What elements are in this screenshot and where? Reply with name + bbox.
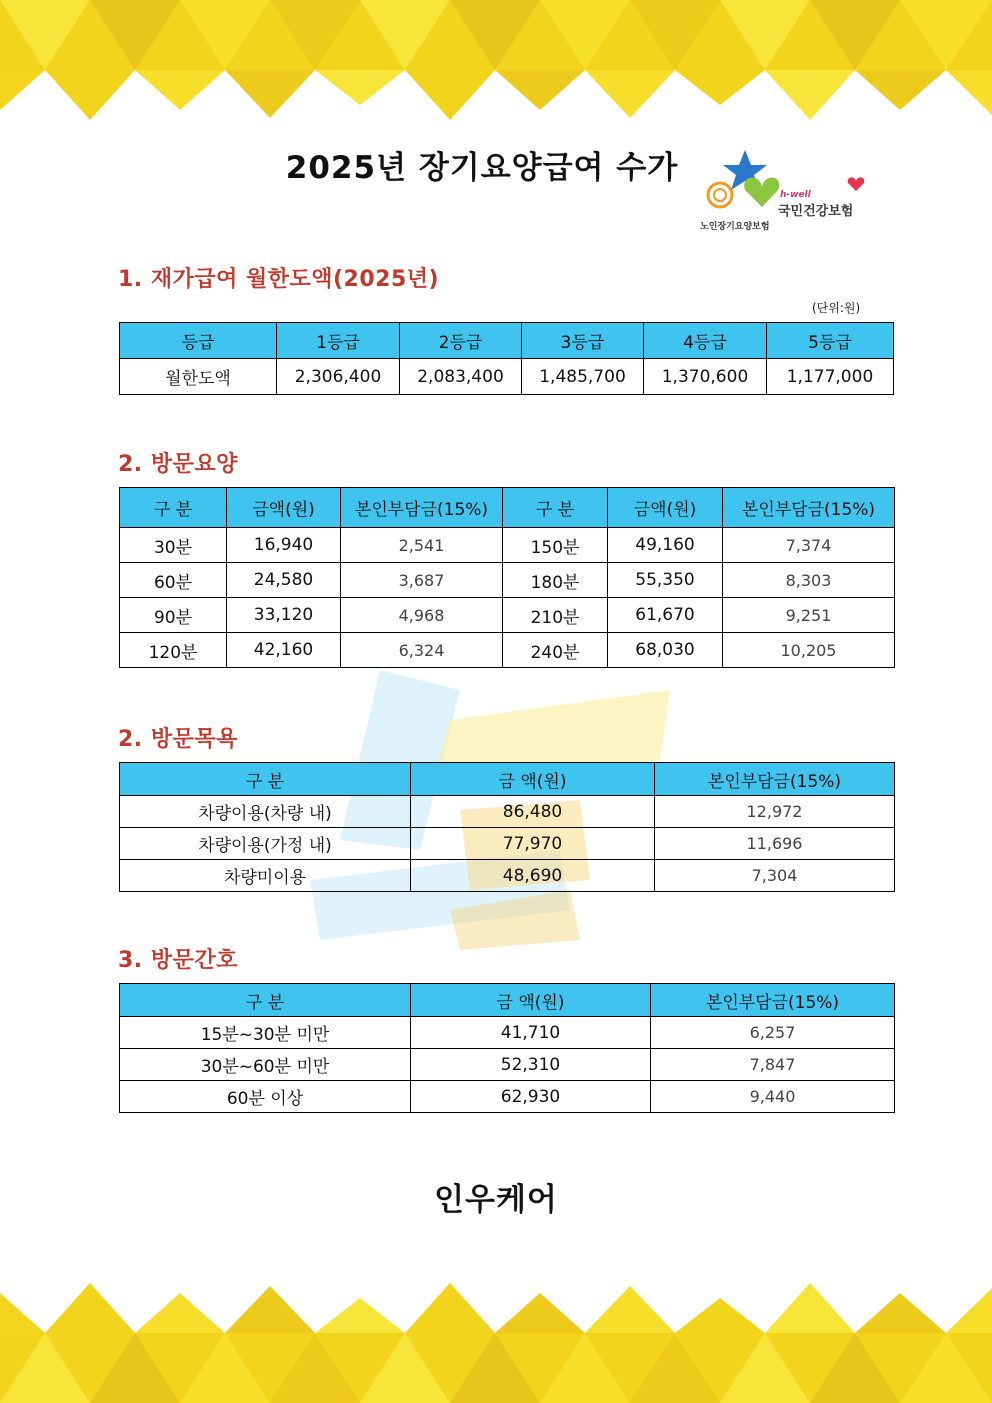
table-cell: 24,580 [227, 563, 341, 598]
table-cell: 7,304 [655, 860, 895, 892]
header-cell: 5등급 [767, 323, 894, 359]
header-cell: 금 액(원) [411, 984, 651, 1017]
table-row [120, 860, 895, 892]
logo-sub-text: 노인장기요양보험 [700, 222, 770, 232]
table-cell: 차량미이용 [120, 860, 411, 892]
table-cell: 3,687 [341, 563, 503, 598]
header-cell: 구 분 [120, 488, 227, 528]
table-cell: 86,480 [411, 796, 655, 828]
table-row [120, 1049, 895, 1081]
header-cell: 4등급 [644, 323, 767, 359]
table-cell: 240분 [503, 633, 608, 668]
logo-name-text: 국민건강보험 [778, 204, 854, 219]
table-cell: 60분 이상 [120, 1081, 411, 1113]
nursing-table [119, 983, 895, 1113]
table-cell: 6,257 [651, 1017, 895, 1049]
table-cell: 30분~60분 미만 [120, 1049, 411, 1081]
logo-hwell-text: h-well [780, 190, 811, 200]
table-cell: 8,303 [723, 563, 895, 598]
table-cell: 1,370,600 [644, 359, 767, 395]
monthly-limit-table [119, 322, 894, 395]
table-header-row [120, 488, 895, 528]
table-cell: 7,374 [723, 528, 895, 563]
header-cell: 본인부담금(15%) [341, 488, 503, 528]
table-cell: 11,696 [655, 828, 895, 860]
table-cell: 2,306,400 [277, 359, 400, 395]
table-cell: 6,324 [341, 633, 503, 668]
table-header-row [120, 323, 894, 359]
table-cell: 68,030 [608, 633, 723, 668]
table-row [120, 828, 895, 860]
table-cell: 61,670 [608, 598, 723, 633]
table-cell: 4,968 [341, 598, 503, 633]
table-cell: 15분~30분 미만 [120, 1017, 411, 1049]
table-cell: 16,940 [227, 528, 341, 563]
table-cell: 49,160 [608, 528, 723, 563]
table-cell: 1,177,000 [767, 359, 894, 395]
table-row [120, 633, 895, 668]
header-cell: 구 분 [503, 488, 608, 528]
header-cell: 2등급 [400, 323, 522, 359]
bottom-decor-band [0, 1278, 992, 1403]
unit-label: (단위:원) [812, 301, 861, 315]
table-cell: 2,083,400 [400, 359, 522, 395]
header-cell: 구 분 [120, 984, 411, 1017]
table-cell: 월한도액 [120, 359, 277, 395]
table-cell: 12,972 [655, 796, 895, 828]
header-cell: 금액(원) [227, 488, 341, 528]
table-row [120, 1081, 895, 1113]
table-row [120, 563, 895, 598]
bathing-table [119, 762, 895, 892]
table-cell: 60분 [120, 563, 227, 598]
header-cell: 본인부담금(15%) [655, 763, 895, 796]
table-cell: 33,120 [227, 598, 341, 633]
header-cell: 3등급 [522, 323, 644, 359]
header-cell: 1등급 [277, 323, 400, 359]
top-decor-band [0, 0, 992, 125]
table-row [120, 598, 895, 633]
table-cell: 차량이용(가정 내) [120, 828, 411, 860]
header-cell: 금액(원) [608, 488, 723, 528]
table-cell: 41,710 [411, 1017, 651, 1049]
table-cell: 차량이용(차량 내) [120, 796, 411, 828]
table-cell: 150분 [503, 528, 608, 563]
header-cell: 구 분 [120, 763, 411, 796]
section-bathing-title: 2. 방문목욕 [118, 727, 238, 752]
table-cell: 210분 [503, 598, 608, 633]
section-home-care-title: 2. 방문요양 [118, 452, 238, 477]
table-cell: 48,690 [411, 860, 655, 892]
header-cell: 금 액(원) [411, 763, 655, 796]
table-cell: 62,930 [411, 1081, 651, 1113]
section-monthly-limit-title: 1. 재가급여 월한도액(2025년) [118, 267, 440, 292]
table-cell: 77,970 [411, 828, 655, 860]
table-cell: 30분 [120, 528, 227, 563]
table-row [120, 796, 895, 828]
footer-company-name: 인우케어 [434, 1182, 558, 1218]
table-row [120, 359, 894, 395]
home-care-table [119, 487, 895, 668]
table-cell: 120분 [120, 633, 227, 668]
table-row [120, 528, 895, 563]
table-row [120, 1017, 895, 1049]
table-cell: 9,251 [723, 598, 895, 633]
header-cell: 본인부담금(15%) [723, 488, 895, 528]
page-title: 2025년 장기요양급여 수가 [285, 150, 679, 186]
table-cell: 180분 [503, 563, 608, 598]
header-cell: 본인부담금(15%) [651, 984, 895, 1017]
table-cell: 2,541 [341, 528, 503, 563]
table-cell: 55,350 [608, 563, 723, 598]
table-cell: 10,205 [723, 633, 895, 668]
table-header-row [120, 763, 895, 796]
table-cell: 9,440 [651, 1081, 895, 1113]
header-cell: 등급 [120, 323, 277, 359]
table-cell: 1,485,700 [522, 359, 644, 395]
table-header-row [120, 984, 895, 1017]
table-cell: 42,160 [227, 633, 341, 668]
table-cell: 52,310 [411, 1049, 651, 1081]
table-cell: 90분 [120, 598, 227, 633]
section-nursing-title: 3. 방문간호 [118, 948, 238, 973]
table-cell: 7,847 [651, 1049, 895, 1081]
